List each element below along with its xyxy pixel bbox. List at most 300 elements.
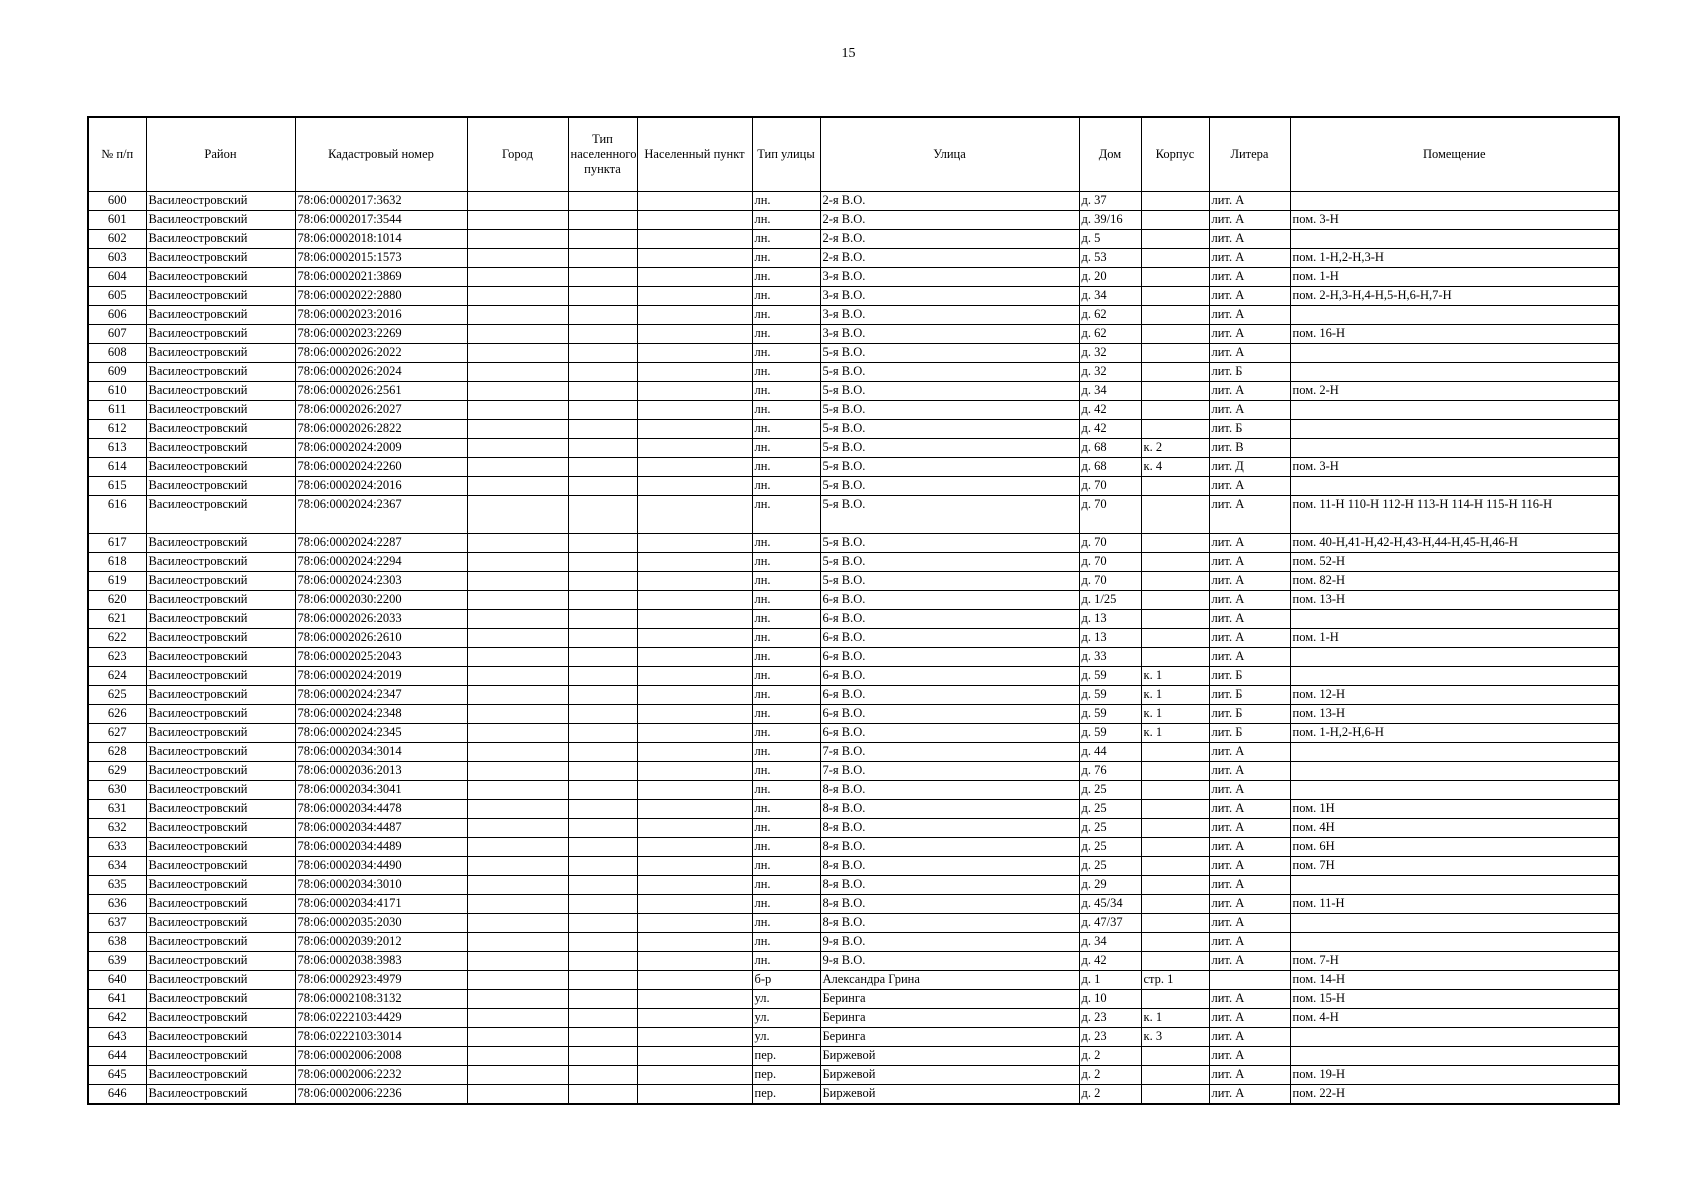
cell-district: Василеостровский	[146, 705, 295, 724]
cell-district: Василеостровский	[146, 686, 295, 705]
cell-settlement	[637, 667, 752, 686]
cell-street: Беринга	[820, 1028, 1079, 1047]
cell-letter: лит. А	[1209, 268, 1290, 287]
cell-district: Василеостровский	[146, 971, 295, 990]
cell-premises: пом. 3-Н	[1290, 458, 1619, 477]
cell-cadastral-number: 78:06:0222103:3014	[295, 1028, 467, 1047]
cell-premises	[1290, 914, 1619, 933]
cell-cadastral-number: 78:06:0002024:2016	[295, 477, 467, 496]
cell-settlement-type	[568, 401, 637, 420]
cell-house: д. 25	[1079, 857, 1141, 876]
cell-street: 8-я В.О.	[820, 914, 1079, 933]
cell-number: 638	[88, 933, 146, 952]
cell-house: д. 25	[1079, 781, 1141, 800]
cell-street: 6-я В.О.	[820, 667, 1079, 686]
table-row	[88, 667, 1619, 686]
cell-cadastral-number: 78:06:0002006:2236	[295, 1085, 467, 1105]
cell-cadastral-number: 78:06:0002015:1573	[295, 249, 467, 268]
cell-district: Василеостровский	[146, 496, 295, 534]
cell-settlement-type	[568, 1047, 637, 1066]
cell-city	[467, 1066, 568, 1085]
cell-settlement	[637, 800, 752, 819]
cell-letter: лит. А	[1209, 192, 1290, 211]
cell-number: 605	[88, 287, 146, 306]
cell-cadastral-number: 78:06:0002034:4478	[295, 800, 467, 819]
cell-district: Василеостровский	[146, 401, 295, 420]
cell-number: 601	[88, 211, 146, 230]
cell-building: к. 4	[1141, 458, 1209, 477]
cell-cadastral-number: 78:06:0002024:2019	[295, 667, 467, 686]
cell-city	[467, 667, 568, 686]
cell-street-type: лн.	[752, 458, 820, 477]
cell-street: 2-я В.О.	[820, 249, 1079, 268]
cell-cadastral-number: 78:06:0002023:2016	[295, 306, 467, 325]
cell-city	[467, 781, 568, 800]
cell-street-type: лн.	[752, 895, 820, 914]
cell-cadastral-number: 78:06:0002108:3132	[295, 990, 467, 1009]
cell-number: 619	[88, 572, 146, 591]
cell-letter: лит. А	[1209, 781, 1290, 800]
cell-building	[1141, 1066, 1209, 1085]
cell-street: 2-я В.О.	[820, 230, 1079, 249]
cell-district: Василеостровский	[146, 648, 295, 667]
cell-letter: лит. В	[1209, 439, 1290, 458]
cell-premises: пом. 14-Н	[1290, 971, 1619, 990]
cell-street-type: лн.	[752, 420, 820, 439]
cell-number: 634	[88, 857, 146, 876]
cell-street: 7-я В.О.	[820, 762, 1079, 781]
cell-letter: лит. А	[1209, 838, 1290, 857]
cell-district: Василеостровский	[146, 306, 295, 325]
cell-premises: пом. 40-Н,41-Н,42-Н,43-Н,44-Н,45-Н,46-Н	[1290, 534, 1619, 553]
cell-city	[467, 914, 568, 933]
cell-settlement-type	[568, 306, 637, 325]
cell-cadastral-number: 78:06:0002034:3041	[295, 781, 467, 800]
cell-district: Василеостровский	[146, 876, 295, 895]
cell-number: 646	[88, 1085, 146, 1105]
cell-district: Василеостровский	[146, 591, 295, 610]
cell-street-type: лн.	[752, 819, 820, 838]
table-row	[88, 382, 1619, 401]
cell-settlement-type	[568, 743, 637, 762]
table-row	[88, 496, 1619, 534]
cell-letter: лит. А	[1209, 287, 1290, 306]
cell-house: д. 13	[1079, 629, 1141, 648]
cell-street-type: лн.	[752, 534, 820, 553]
table-row	[88, 1085, 1619, 1105]
cell-district: Василеостровский	[146, 1028, 295, 1047]
cell-house: д. 42	[1079, 420, 1141, 439]
cell-number: 628	[88, 743, 146, 762]
cell-settlement	[637, 401, 752, 420]
cell-cadastral-number: 78:06:0002024:2009	[295, 439, 467, 458]
table-row	[88, 648, 1619, 667]
cell-house: д. 20	[1079, 268, 1141, 287]
cell-premises: пом. 19-Н	[1290, 1066, 1619, 1085]
cell-house: д. 70	[1079, 534, 1141, 553]
cell-city	[467, 211, 568, 230]
cell-district: Василеостровский	[146, 857, 295, 876]
cell-settlement-type	[568, 800, 637, 819]
cell-house: д. 59	[1079, 705, 1141, 724]
cell-premises: пом. 2-Н	[1290, 382, 1619, 401]
cell-number: 620	[88, 591, 146, 610]
cell-letter: лит. Б	[1209, 724, 1290, 743]
cell-street-type: лн.	[752, 857, 820, 876]
cell-house: д. 34	[1079, 382, 1141, 401]
cell-house: д. 32	[1079, 344, 1141, 363]
cell-number: 627	[88, 724, 146, 743]
cell-settlement-type	[568, 1066, 637, 1085]
cell-city	[467, 876, 568, 895]
table-row	[88, 686, 1619, 705]
cell-letter: лит. А	[1209, 553, 1290, 572]
cell-settlement	[637, 1085, 752, 1105]
cell-settlement	[637, 971, 752, 990]
cell-settlement	[637, 211, 752, 230]
cell-settlement-type	[568, 1028, 637, 1047]
cell-settlement-type	[568, 724, 637, 743]
cell-district: Василеостровский	[146, 819, 295, 838]
cell-number: 644	[88, 1047, 146, 1066]
cell-settlement	[637, 724, 752, 743]
cell-letter: лит. А	[1209, 534, 1290, 553]
cell-building	[1141, 534, 1209, 553]
cell-city	[467, 610, 568, 629]
cell-letter: лит. А	[1209, 591, 1290, 610]
cell-settlement	[637, 819, 752, 838]
cell-street: 5-я В.О.	[820, 420, 1079, 439]
cell-cadastral-number: 78:06:0002024:2303	[295, 572, 467, 591]
table-row	[88, 724, 1619, 743]
table-row	[88, 211, 1619, 230]
cell-street-type: лн.	[752, 230, 820, 249]
cell-settlement-type	[568, 705, 637, 724]
cell-street-type: лн.	[752, 325, 820, 344]
cell-city	[467, 686, 568, 705]
cell-street-type: пер.	[752, 1066, 820, 1085]
cell-premises: пом. 22-Н	[1290, 1085, 1619, 1105]
cell-street-type: лн.	[752, 306, 820, 325]
cell-city	[467, 287, 568, 306]
cell-house: д. 13	[1079, 610, 1141, 629]
cell-street: 3-я В.О.	[820, 306, 1079, 325]
cell-settlement	[637, 496, 752, 534]
table-row	[88, 876, 1619, 895]
cell-street: 8-я В.О.	[820, 876, 1079, 895]
cell-street-type: лн.	[752, 344, 820, 363]
cell-cadastral-number: 78:06:0002017:3544	[295, 211, 467, 230]
cell-house: д. 53	[1079, 249, 1141, 268]
cell-city	[467, 629, 568, 648]
cell-settlement	[637, 1066, 752, 1085]
cell-settlement-type	[568, 895, 637, 914]
cell-building	[1141, 420, 1209, 439]
cell-premises: пом. 7-Н	[1290, 952, 1619, 971]
cell-district: Василеостровский	[146, 553, 295, 572]
cell-city	[467, 800, 568, 819]
cell-letter: лит. А	[1209, 382, 1290, 401]
cell-number: 623	[88, 648, 146, 667]
cell-settlement	[637, 382, 752, 401]
cell-house: д. 62	[1079, 306, 1141, 325]
cell-house: д. 2	[1079, 1085, 1141, 1105]
cell-premises	[1290, 439, 1619, 458]
cell-building	[1141, 819, 1209, 838]
cell-district: Василеостровский	[146, 610, 295, 629]
cell-settlement-type	[568, 192, 637, 211]
cell-district: Василеостровский	[146, 990, 295, 1009]
cell-building	[1141, 895, 1209, 914]
table-body	[88, 192, 1619, 1105]
cell-premises: пом. 16-Н	[1290, 325, 1619, 344]
cell-house: д. 44	[1079, 743, 1141, 762]
cell-cadastral-number: 78:06:0002034:4171	[295, 895, 467, 914]
col-header-street: Улица	[820, 117, 1079, 192]
cell-letter: лит. А	[1209, 857, 1290, 876]
table-row	[88, 420, 1619, 439]
cell-street: 5-я В.О.	[820, 496, 1079, 534]
table-row	[88, 287, 1619, 306]
table-row	[88, 534, 1619, 553]
cell-settlement	[637, 363, 752, 382]
cell-building	[1141, 230, 1209, 249]
cell-cadastral-number: 78:06:0002006:2232	[295, 1066, 467, 1085]
cell-letter: лит. А	[1209, 819, 1290, 838]
cell-letter: лит. Б	[1209, 705, 1290, 724]
cell-cadastral-number: 78:06:0002024:2287	[295, 534, 467, 553]
cell-number: 626	[88, 705, 146, 724]
cell-building	[1141, 933, 1209, 952]
cell-building	[1141, 306, 1209, 325]
cell-building	[1141, 363, 1209, 382]
cell-building	[1141, 857, 1209, 876]
cell-letter: лит. А	[1209, 895, 1290, 914]
cell-district: Василеостровский	[146, 420, 295, 439]
cell-settlement-type	[568, 857, 637, 876]
cell-district: Василеостровский	[146, 477, 295, 496]
cell-city	[467, 1047, 568, 1066]
cell-settlement	[637, 838, 752, 857]
cell-house: д. 25	[1079, 800, 1141, 819]
cell-district: Василеостровский	[146, 743, 295, 762]
cell-city	[467, 249, 568, 268]
cell-settlement-type	[568, 971, 637, 990]
cell-letter: лит. А	[1209, 1028, 1290, 1047]
cell-settlement-type	[568, 876, 637, 895]
cell-house: д. 42	[1079, 401, 1141, 420]
table-row	[88, 458, 1619, 477]
cell-district: Василеостровский	[146, 325, 295, 344]
cell-building	[1141, 838, 1209, 857]
cell-street-type: б-р	[752, 971, 820, 990]
cell-street-type: лн.	[752, 914, 820, 933]
cell-number: 611	[88, 401, 146, 420]
table-row	[88, 838, 1619, 857]
cell-city	[467, 591, 568, 610]
cell-house: д. 5	[1079, 230, 1141, 249]
cell-number: 629	[88, 762, 146, 781]
cell-building	[1141, 477, 1209, 496]
cell-city	[467, 952, 568, 971]
col-header-street-type: Тип улицы	[752, 117, 820, 192]
cell-city	[467, 534, 568, 553]
table-row	[88, 572, 1619, 591]
cell-house: д. 59	[1079, 686, 1141, 705]
cell-building	[1141, 952, 1209, 971]
cell-district: Василеостровский	[146, 1085, 295, 1105]
cell-street-type: лн.	[752, 287, 820, 306]
cell-cadastral-number: 78:06:0002017:3632	[295, 192, 467, 211]
cell-district: Василеостровский	[146, 1009, 295, 1028]
cell-city	[467, 306, 568, 325]
cell-street: 6-я В.О.	[820, 724, 1079, 743]
cell-street-type: лн.	[752, 477, 820, 496]
cell-number: 613	[88, 439, 146, 458]
cell-street: 9-я В.О.	[820, 952, 1079, 971]
cell-house: д. 70	[1079, 572, 1141, 591]
cell-building	[1141, 382, 1209, 401]
cell-street-type: лн.	[752, 249, 820, 268]
cell-building	[1141, 192, 1209, 211]
cell-house: д. 70	[1079, 477, 1141, 496]
table-row	[88, 591, 1619, 610]
cell-street-type: лн.	[752, 952, 820, 971]
cell-settlement-type	[568, 534, 637, 553]
cell-settlement	[637, 306, 752, 325]
cell-city	[467, 1028, 568, 1047]
cell-building	[1141, 553, 1209, 572]
cell-city	[467, 724, 568, 743]
cell-letter: лит. А	[1209, 743, 1290, 762]
cell-district: Василеостровский	[146, 629, 295, 648]
cell-settlement-type	[568, 344, 637, 363]
cell-settlement	[637, 686, 752, 705]
table-row	[88, 743, 1619, 762]
cell-settlement-type	[568, 439, 637, 458]
cell-settlement-type	[568, 553, 637, 572]
cell-house: д. 76	[1079, 762, 1141, 781]
cell-district: Василеостровский	[146, 268, 295, 287]
cell-premises: пом. 82-Н	[1290, 572, 1619, 591]
cell-building	[1141, 325, 1209, 344]
cell-number: 631	[88, 800, 146, 819]
cell-district: Василеостровский	[146, 572, 295, 591]
cell-premises: пом. 3-Н	[1290, 211, 1619, 230]
cell-number: 609	[88, 363, 146, 382]
cell-city	[467, 572, 568, 591]
cell-letter: лит. А	[1209, 914, 1290, 933]
cell-house: д. 70	[1079, 553, 1141, 572]
table-row	[88, 439, 1619, 458]
table-row	[88, 933, 1619, 952]
cell-city	[467, 477, 568, 496]
cell-city	[467, 344, 568, 363]
cell-cadastral-number: 78:06:0002024:2294	[295, 553, 467, 572]
cell-premises: пом. 1-Н,2-Н,6-Н	[1290, 724, 1619, 743]
cell-letter: лит. Б	[1209, 686, 1290, 705]
cell-district: Василеостровский	[146, 1066, 295, 1085]
cell-house: д. 59	[1079, 724, 1141, 743]
cell-number: 645	[88, 1066, 146, 1085]
cell-settlement	[637, 325, 752, 344]
cell-building	[1141, 800, 1209, 819]
cell-street: 8-я В.О.	[820, 838, 1079, 857]
cell-cadastral-number: 78:06:0002036:2013	[295, 762, 467, 781]
cell-street: 5-я В.О.	[820, 534, 1079, 553]
cell-house: д. 37	[1079, 192, 1141, 211]
cell-street: 8-я В.О.	[820, 895, 1079, 914]
cell-city	[467, 971, 568, 990]
table-row	[88, 990, 1619, 1009]
cell-city	[467, 401, 568, 420]
cell-street: 6-я В.О.	[820, 648, 1079, 667]
cell-number: 622	[88, 629, 146, 648]
cell-cadastral-number: 78:06:0002021:3869	[295, 268, 467, 287]
cell-letter: лит. А	[1209, 1085, 1290, 1105]
cell-letter: лит. А	[1209, 344, 1290, 363]
cell-building	[1141, 211, 1209, 230]
cell-street: Александра Грина	[820, 971, 1079, 990]
cell-district: Василеостровский	[146, 781, 295, 800]
cell-street: 5-я В.О.	[820, 553, 1079, 572]
cell-street-type: лн.	[752, 439, 820, 458]
cell-letter: лит. А	[1209, 629, 1290, 648]
cell-cadastral-number: 78:06:0002026:2822	[295, 420, 467, 439]
table-row	[88, 629, 1619, 648]
cell-street: 3-я В.О.	[820, 268, 1079, 287]
cell-settlement	[637, 268, 752, 287]
cell-settlement-type	[568, 458, 637, 477]
cell-number: 640	[88, 971, 146, 990]
cell-city	[467, 325, 568, 344]
cell-building	[1141, 249, 1209, 268]
cell-street: 6-я В.О.	[820, 629, 1079, 648]
cell-city	[467, 838, 568, 857]
cell-settlement-type	[568, 914, 637, 933]
cell-city	[467, 990, 568, 1009]
cell-settlement-type	[568, 249, 637, 268]
table-row	[88, 192, 1619, 211]
table-row	[88, 230, 1619, 249]
cell-settlement-type	[568, 686, 637, 705]
cell-district: Василеостровский	[146, 914, 295, 933]
cell-street-type: лн.	[752, 591, 820, 610]
cell-cadastral-number: 78:06:0002018:1014	[295, 230, 467, 249]
cell-premises	[1290, 363, 1619, 382]
cell-settlement-type	[568, 1085, 637, 1105]
cell-number: 617	[88, 534, 146, 553]
cell-number: 602	[88, 230, 146, 249]
cell-letter: лит. Б	[1209, 420, 1290, 439]
cell-district: Василеостровский	[146, 382, 295, 401]
cell-city	[467, 648, 568, 667]
cell-settlement-type	[568, 287, 637, 306]
table-row	[88, 1009, 1619, 1028]
cell-settlement	[637, 629, 752, 648]
cell-street: Биржевой	[820, 1085, 1079, 1105]
table-row	[88, 914, 1619, 933]
cell-district: Василеостровский	[146, 211, 295, 230]
cell-street-type: лн.	[752, 553, 820, 572]
cell-street-type: пер.	[752, 1085, 820, 1105]
cell-cadastral-number: 78:06:0002035:2030	[295, 914, 467, 933]
cell-city	[467, 420, 568, 439]
cell-street: 2-я В.О.	[820, 211, 1079, 230]
col-header-number: № п/п	[88, 117, 146, 192]
cell-building	[1141, 1047, 1209, 1066]
cell-premises	[1290, 648, 1619, 667]
